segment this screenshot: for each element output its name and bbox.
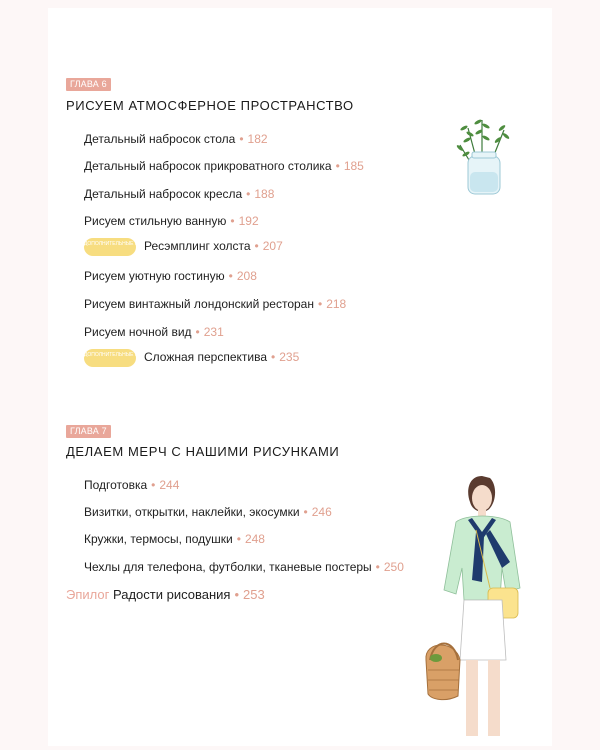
entry-title: Ресэмплинг холста [144,239,251,254]
basket-bottle [430,654,442,662]
entry-title: Чехлы для телефона, футболки, тканевые постеры [84,560,372,574]
plant-jar-illustration [448,110,518,198]
separator-dot: • [335,159,340,173]
jar-water [470,172,498,192]
entry-title: Сложная перспектива [144,350,268,365]
toc-entry[interactable] [84,505,332,519]
toc-epilog[interactable] [66,587,265,602]
entry-page: 253 [243,587,265,602]
toc-entry[interactable] [84,269,257,283]
extra-materials-tag: ДОПОЛНИТЕЛЬНЫЕ МАТЕРИАЛЫ [84,349,136,367]
entry-page: 188 [254,187,275,201]
jar-neck [472,152,496,158]
separator-dot: • [236,532,241,546]
epilog-label: Эпилог [66,587,110,602]
entry-page: 235 [279,350,300,365]
toc-entry[interactable] [84,532,265,546]
chapter-6-label: ГЛАВА 6 [66,78,111,91]
entry-title: Рисуем стильную ванную [84,214,227,228]
separator-dot: • [195,325,200,339]
toc-entry[interactable] [84,297,346,311]
entry-title: Рисуем ночной вид [84,325,192,339]
white-trousers [460,600,506,660]
separator-dot: • [303,505,308,519]
entry-title: Рисуем уютную гостиную [84,269,225,283]
separator-dot: • [239,132,244,146]
entry-title: Подготовка [84,478,148,492]
entry-page: 231 [203,325,224,339]
separator-dot: • [375,560,380,574]
face [472,485,492,511]
entry-page: 207 [262,239,283,254]
separator-dot: • [246,187,251,201]
separator-dot: • [151,478,156,492]
toc-entry[interactable] [84,159,364,173]
entry-page: 248 [244,532,265,546]
separator-dot: • [234,587,239,602]
chapter-6-title: РИСУЕМ АТМОСФЕРНОЕ ПРОСТРАНСТВО [66,98,354,113]
entry-page: 244 [159,478,180,492]
toc-entry[interactable] [84,132,268,146]
entry-page: 208 [236,269,257,283]
entry-title: Радости рисования [112,587,231,602]
entry-page: 192 [238,214,259,228]
separator-dot: • [254,239,259,254]
entry-page: 185 [343,159,364,173]
entry-title: Кружки, термосы, подушки [84,532,233,546]
chapter-7-label: ГЛАВА 7 [66,425,111,438]
chapter-7-title: ДЕЛАЕМ МЕРЧ С НАШИМИ РИСУНКАМИ [66,444,340,459]
entry-page: 246 [311,505,332,519]
entry-page: 250 [383,560,404,574]
entry-title: Детальный набросок прикроватного столика [84,159,332,173]
toc-entry[interactable] [84,187,274,201]
extra-materials-tag: ДОПОЛНИТЕЛЬНЫЕ МАТЕРИАЛЫ [84,238,136,256]
entry-title: Визитки, открытки, наклейки, экосумки [84,505,300,519]
entry-title: Рисуем винтажный лондонский ресторан [84,297,314,311]
left-leg [466,660,478,736]
separator-dot: • [228,269,233,283]
toc-entry[interactable] [84,478,179,492]
entry-title: Детальный набросок кресла [84,187,243,201]
woman-with-basket-illustration [416,470,546,742]
separator-dot: • [271,350,276,365]
entry-page: 182 [247,132,268,146]
toc-entry[interactable] [84,349,299,367]
toc-entry[interactable] [84,325,224,339]
entry-title: Детальный набросок стола [84,132,236,146]
toc-entry[interactable] [84,560,404,574]
toc-entry[interactable] [84,214,259,228]
entry-page: 218 [326,297,347,311]
separator-dot: • [317,297,323,311]
separator-dot: • [230,214,235,228]
toc-entry[interactable] [84,238,283,256]
right-leg [488,660,500,736]
